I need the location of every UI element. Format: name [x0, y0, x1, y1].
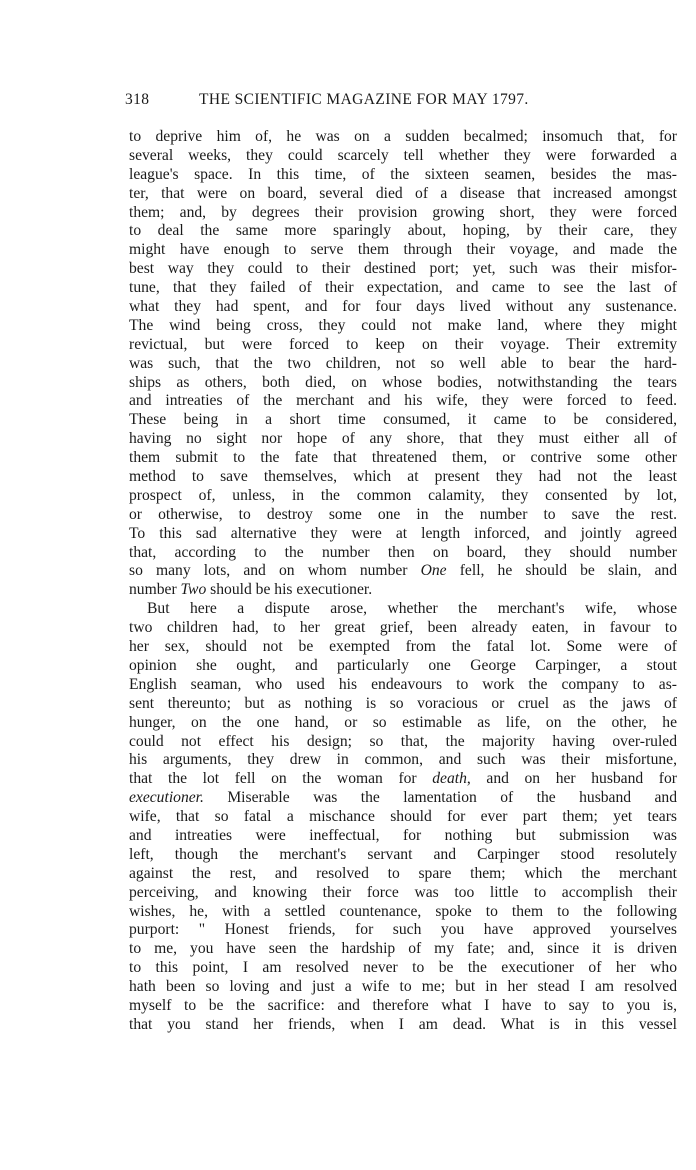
text-line: opinion she ought, and particularly one George Carpinger, a stout: [129, 656, 677, 674]
paragraph-1: [129, 128, 677, 600]
text-line: to deprive him of, he was on a sudden becalmed; insomuch that, for: [129, 128, 677, 145]
text-line: and intreaties of the merchant and his wife, they were forced to feed.: [129, 392, 677, 410]
text-line: number Two should be his executioner.: [129, 581, 373, 599]
text-line: to me, you have seen the hardship of my fate; and, since it is driven: [129, 940, 677, 958]
text-line: ships as others, both died, on whose bodies, notwithstanding the tears: [129, 373, 677, 391]
text-line: against the rest, and resolved to spare them; which the merchant: [129, 864, 677, 882]
text-line: These being in a short time consumed, it came to be considered,: [129, 411, 677, 429]
text-line: league's space. In this time, of the sixteen seamen, besides the mas-: [129, 165, 677, 183]
text-line: having no sight nor hope of any shore, that they must either all of: [129, 430, 677, 448]
text-line: But here a dispute arose, whether the merchant's wife, whose: [147, 600, 677, 618]
body-text: [129, 128, 677, 1035]
text-line: hath been so loving and just a wife to me; but in her stead I am resolved: [129, 978, 677, 996]
text-line: so many lots, and on whom number One fell, he should be slain, and: [129, 562, 677, 580]
text-line: and intreaties were ineffectual, for nothing but submission was: [129, 826, 677, 844]
text-line: or otherwise, to destroy some one in the number to save the rest.: [129, 505, 677, 523]
running-title: THE SCIENTIFIC MAGAZINE FOR MAY 1797.: [199, 91, 529, 108]
page-number: 318: [125, 91, 150, 108]
text-line: perceiving, and knowing their force was too little to accomplish their: [129, 883, 677, 901]
text-line: ter, that were on board, several died of a disease that increased amongst: [129, 184, 677, 202]
text-line: what they had spent, and for four days lived without any sustenance.: [129, 298, 677, 316]
paragraph-2: [129, 600, 677, 1034]
text-line: that the lot fell on the woman for death, and on her husband for: [129, 770, 677, 788]
text-line: was such, that the two children, not so well able to bear the hard-: [129, 354, 677, 372]
text-line: that, according to the number then on board, they should number: [129, 543, 677, 561]
text-line: to this point, I am resolved never to be the executioner of her who: [129, 959, 677, 977]
text-line: them submit to the fate that threatened them, or contrive some other: [129, 449, 677, 467]
text-line: might have enough to serve them through their voyage, and made the: [129, 241, 677, 259]
text-line: best way they could to their destined port; yet, such was their misfor-: [129, 260, 677, 278]
text-line: her sex, should not be exempted from the fatal lot. Some were of: [129, 638, 677, 656]
text-line: English seaman, who used his endeavours to work the company to as-: [129, 675, 677, 693]
text-line: left, though the merchant's servant and Carpinger stood resolutely: [129, 845, 677, 863]
text-line: his arguments, they drew in common, and such was their misfortune,: [129, 751, 677, 769]
text-line: method to save themselves, which at present they had not the least: [129, 468, 677, 486]
text-line: tune, that they failed of their expectation, and came to see the last of: [129, 279, 677, 297]
text-line: several weeks, they could scarcely tell whether they were forwarded a: [129, 146, 677, 164]
text-line: myself to be the sacrifice: and therefore what I have to say to you is,: [129, 996, 677, 1014]
text-line: To this sad alternative they were at length inforced, and jointly agreed: [129, 524, 677, 542]
text-line: could not effect his design; so that, the majority having over-ruled: [129, 732, 677, 750]
text-line: sent thereunto; but as nothing is so voracious or cruel as the jaws of: [129, 694, 677, 712]
text-line: purport: " Honest friends, for such you have approved yourselves: [129, 921, 677, 939]
text-line: executioner. Miserable was the lamentation of the husband and: [129, 789, 677, 807]
text-line: that you stand her friends, when I am dead. What is in this vessel: [129, 1015, 677, 1033]
text-line: them; and, by degrees their provision growing short, they were forced: [129, 203, 677, 221]
text-line: revictual, but were forced to keep on their voyage. Their extremity: [129, 335, 677, 353]
text-line: two children had, to her great grief, been already eaten, in favour to: [129, 619, 677, 637]
text-line: hunger, on the one hand, or so estimable as life, on the other, he: [129, 713, 677, 731]
running-head: [125, 91, 601, 115]
text-line: to deal the same more sparingly about, hoping, by their care, they: [129, 222, 677, 240]
text-line: wishes, he, with a settled countenance, spoke to them to the following: [129, 902, 677, 920]
text-line: wife, that so fatal a mischance should for ever part them; yet tears: [129, 808, 677, 826]
text-line: The wind being cross, they could not make land, where they might: [129, 316, 677, 334]
text-line: prospect of, unless, in the common calamity, they consented by lot,: [129, 486, 677, 504]
